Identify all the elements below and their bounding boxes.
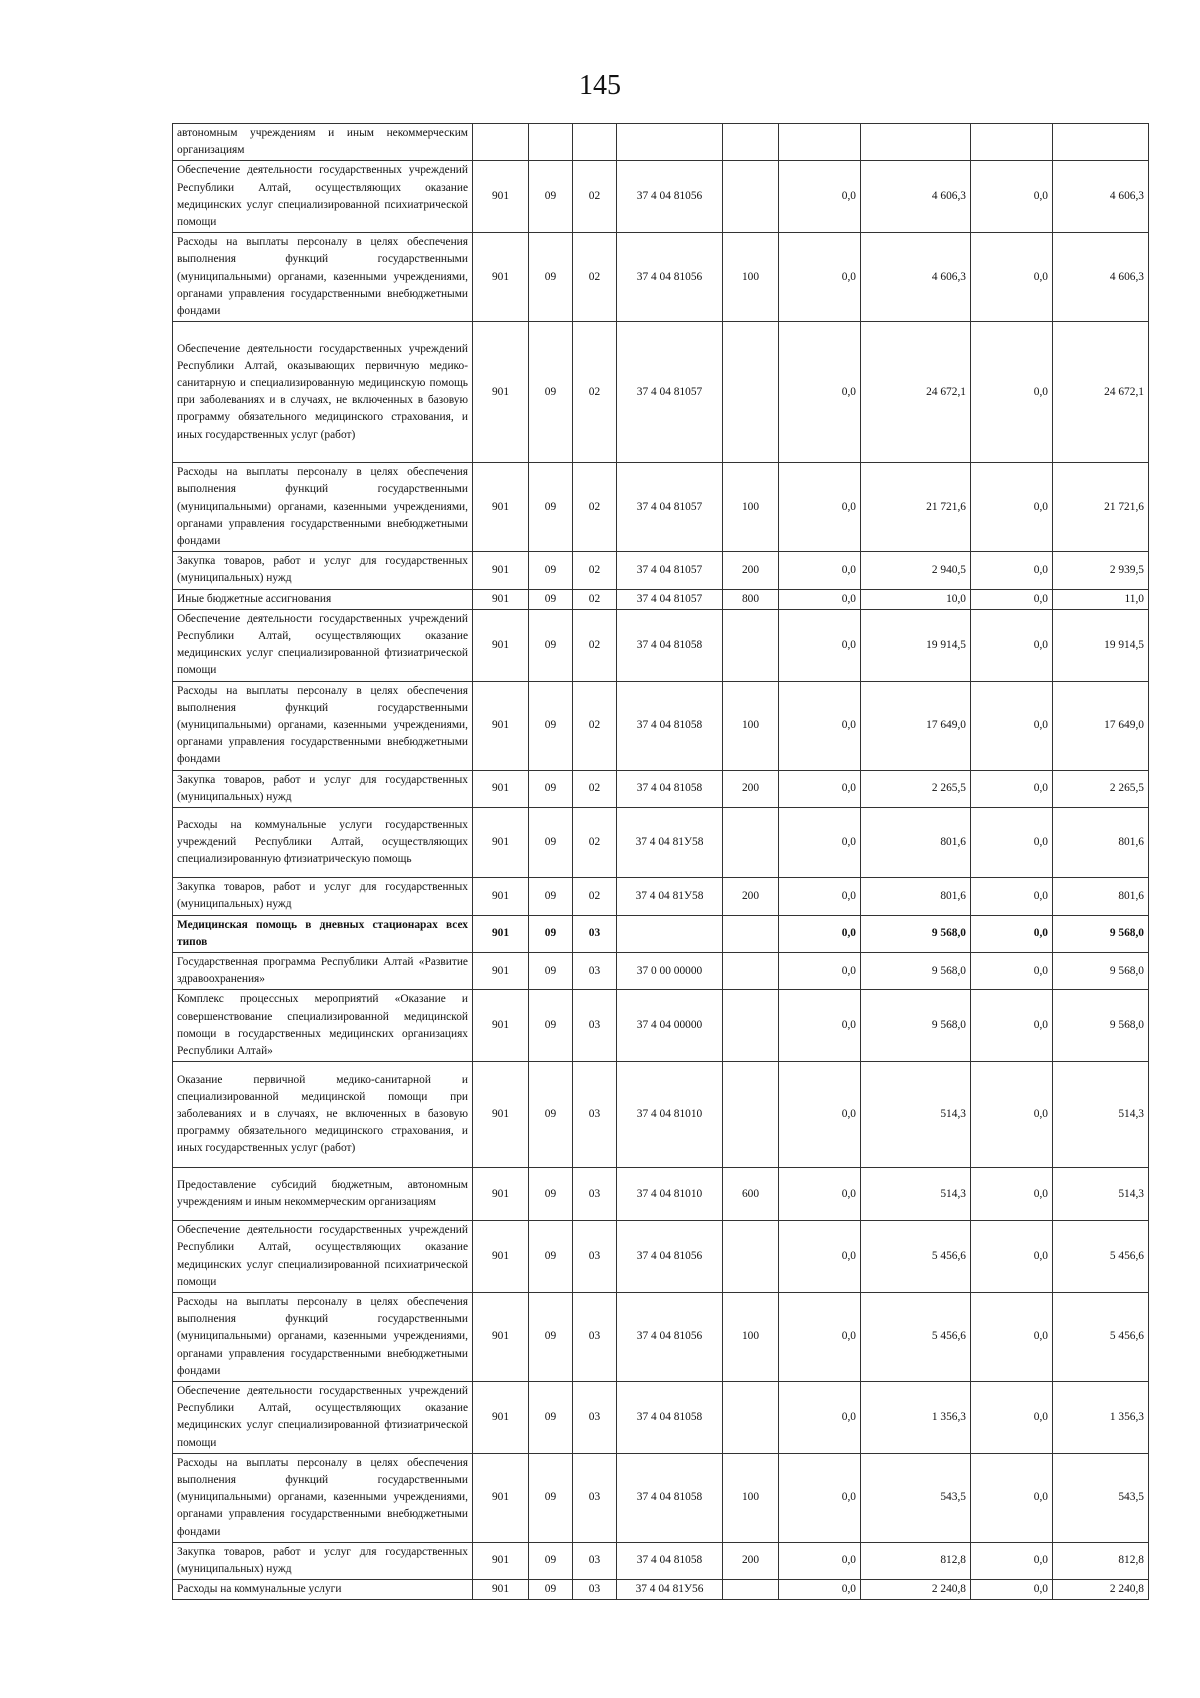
page-number: 145 bbox=[579, 70, 621, 101]
cell-name: Обеспечение деятельности государственных учреждений Республики Алтай, осуществляющих оказание медицинских услуг специализированной фтизиатрической помощи bbox=[173, 609, 473, 681]
cell-subsection: 02 bbox=[573, 770, 617, 807]
cell-expense-type bbox=[723, 609, 779, 681]
cell-target-article: 37 4 04 81058 bbox=[617, 1381, 723, 1453]
cell-value-3: 0,0 bbox=[971, 322, 1053, 463]
cell-section: 09 bbox=[529, 952, 573, 989]
cell-expense-type bbox=[723, 915, 779, 952]
table-row bbox=[173, 124, 1149, 161]
cell-admin-code: 901 bbox=[473, 1062, 529, 1168]
cell-value-3: 0,0 bbox=[971, 161, 1053, 233]
cell-value-4: 24 672,1 bbox=[1053, 322, 1149, 463]
cell-name: Оказание первичной медико-санитарной и специализированной медицинской помощи при заболеваниях и в случаях, не включенных в базовую программу обязательного медицинского страхования, и иных государственных услуг (работ) bbox=[173, 1062, 473, 1168]
cell-section: 09 bbox=[529, 1542, 573, 1579]
cell-expense-type: 100 bbox=[723, 1453, 779, 1542]
cell-target-article bbox=[617, 915, 723, 952]
cell-value-1: 0,0 bbox=[779, 770, 861, 807]
cell-target-article: 37 4 04 81058 bbox=[617, 1542, 723, 1579]
cell-subsection: 02 bbox=[573, 808, 617, 878]
cell-value-3: 0,0 bbox=[971, 681, 1053, 770]
cell-name: Закупка товаров, работ и услуг для государственных (муниципальных) нужд bbox=[173, 1542, 473, 1579]
cell-value-4: 11,0 bbox=[1053, 589, 1149, 609]
table-row bbox=[173, 1062, 1149, 1168]
cell-value-4: 5 456,6 bbox=[1053, 1221, 1149, 1293]
cell-value-1: 0,0 bbox=[779, 681, 861, 770]
cell-target-article: 37 4 04 81056 bbox=[617, 233, 723, 322]
cell-value-3: 0,0 bbox=[971, 1453, 1053, 1542]
cell-section: 09 bbox=[529, 1221, 573, 1293]
cell-value-3: 0,0 bbox=[971, 1292, 1053, 1381]
cell-admin-code: 901 bbox=[473, 1381, 529, 1453]
budget-table bbox=[172, 123, 1149, 1600]
cell-section: 09 bbox=[529, 322, 573, 463]
cell-value-2: 812,8 bbox=[861, 1542, 971, 1579]
cell-admin-code: 901 bbox=[473, 1221, 529, 1293]
cell-expense-type bbox=[723, 808, 779, 878]
cell-value-3: 0,0 bbox=[971, 1381, 1053, 1453]
cell-value-1: 0,0 bbox=[779, 1580, 861, 1600]
cell-admin-code: 901 bbox=[473, 161, 529, 233]
cell-subsection bbox=[573, 124, 617, 161]
cell-subsection: 03 bbox=[573, 915, 617, 952]
cell-target-article: 37 4 04 81057 bbox=[617, 463, 723, 552]
cell-expense-type: 600 bbox=[723, 1168, 779, 1221]
cell-subsection: 02 bbox=[573, 878, 617, 915]
table-row bbox=[173, 1221, 1149, 1293]
cell-value-4: 19 914,5 bbox=[1053, 609, 1149, 681]
cell-name: Закупка товаров, работ и услуг для государственных (муниципальных) нужд bbox=[173, 878, 473, 915]
cell-section: 09 bbox=[529, 1292, 573, 1381]
cell-value-4: 4 606,3 bbox=[1053, 161, 1149, 233]
cell-value-4: 801,6 bbox=[1053, 878, 1149, 915]
cell-admin-code bbox=[473, 124, 529, 161]
cell-target-article: 37 4 04 81У58 bbox=[617, 878, 723, 915]
cell-value-1 bbox=[779, 124, 861, 161]
cell-expense-type bbox=[723, 1221, 779, 1293]
cell-subsection: 02 bbox=[573, 681, 617, 770]
cell-value-4: 2 265,5 bbox=[1053, 770, 1149, 807]
cell-subsection: 03 bbox=[573, 1221, 617, 1293]
cell-expense-type bbox=[723, 1580, 779, 1600]
cell-admin-code: 901 bbox=[473, 1292, 529, 1381]
cell-name: Расходы на выплаты персоналу в целях обеспечения выполнения функций государственными (муниципальными) органами, казенными учреждениями, органами управления государственными внебюджетными фондами bbox=[173, 233, 473, 322]
cell-subsection: 03 bbox=[573, 1292, 617, 1381]
cell-value-4 bbox=[1053, 124, 1149, 161]
table-row bbox=[173, 878, 1149, 915]
cell-value-4: 1 356,3 bbox=[1053, 1381, 1149, 1453]
cell-admin-code: 901 bbox=[473, 952, 529, 989]
cell-value-1: 0,0 bbox=[779, 552, 861, 589]
cell-value-2: 2 265,5 bbox=[861, 770, 971, 807]
cell-subsection: 03 bbox=[573, 1580, 617, 1600]
cell-admin-code: 901 bbox=[473, 1580, 529, 1600]
cell-value-3: 0,0 bbox=[971, 1221, 1053, 1293]
cell-admin-code: 901 bbox=[473, 463, 529, 552]
cell-value-1: 0,0 bbox=[779, 990, 861, 1062]
table-row bbox=[173, 770, 1149, 807]
cell-name: Закупка товаров, работ и услуг для государственных (муниципальных) нужд bbox=[173, 770, 473, 807]
cell-value-2: 514,3 bbox=[861, 1062, 971, 1168]
cell-value-2: 21 721,6 bbox=[861, 463, 971, 552]
cell-value-2: 543,5 bbox=[861, 1453, 971, 1542]
cell-value-4: 5 456,6 bbox=[1053, 1292, 1149, 1381]
cell-value-2: 2 940,5 bbox=[861, 552, 971, 589]
cell-admin-code: 901 bbox=[473, 1453, 529, 1542]
cell-value-3: 0,0 bbox=[971, 1542, 1053, 1579]
cell-section: 09 bbox=[529, 808, 573, 878]
cell-value-1: 0,0 bbox=[779, 1168, 861, 1221]
cell-expense-type: 100 bbox=[723, 233, 779, 322]
cell-target-article: 37 4 04 81056 bbox=[617, 161, 723, 233]
cell-value-4: 801,6 bbox=[1053, 808, 1149, 878]
cell-section: 09 bbox=[529, 770, 573, 807]
cell-expense-type bbox=[723, 1381, 779, 1453]
table-row bbox=[173, 233, 1149, 322]
cell-name: Комплекс процессных мероприятий «Оказание и совершенствование специализированной медицинской помощи в государственных медицинских организациях Республики Алтай» bbox=[173, 990, 473, 1062]
cell-name: Расходы на выплаты персоналу в целях обеспечения выполнения функций государственными (муниципальными) органами, казенными учреждениями, органами управления государственными внебюджетными фондами bbox=[173, 1292, 473, 1381]
cell-target-article: 37 4 04 81058 bbox=[617, 1453, 723, 1542]
cell-admin-code: 901 bbox=[473, 878, 529, 915]
cell-value-2: 9 568,0 bbox=[861, 915, 971, 952]
cell-expense-type: 200 bbox=[723, 552, 779, 589]
table-row bbox=[173, 952, 1149, 989]
cell-target-article: 37 4 04 81010 bbox=[617, 1062, 723, 1168]
cell-value-3: 0,0 bbox=[971, 463, 1053, 552]
cell-value-2: 2 240,8 bbox=[861, 1580, 971, 1600]
cell-target-article: 37 4 04 81056 bbox=[617, 1221, 723, 1293]
cell-admin-code: 901 bbox=[473, 1542, 529, 1579]
table-row bbox=[173, 609, 1149, 681]
cell-target-article: 37 4 04 81У56 bbox=[617, 1580, 723, 1600]
cell-expense-type: 100 bbox=[723, 681, 779, 770]
cell-subsection: 03 bbox=[573, 952, 617, 989]
table-row bbox=[173, 161, 1149, 233]
cell-value-3: 0,0 bbox=[971, 233, 1053, 322]
cell-admin-code: 901 bbox=[473, 770, 529, 807]
cell-value-1: 0,0 bbox=[779, 1292, 861, 1381]
cell-name: Обеспечение деятельности государственных учреждений Республики Алтай, осуществляющих оказание медицинских услуг специализированной психиатрической помощи bbox=[173, 1221, 473, 1293]
cell-expense-type bbox=[723, 990, 779, 1062]
cell-section: 09 bbox=[529, 990, 573, 1062]
cell-value-1: 0,0 bbox=[779, 161, 861, 233]
cell-value-3: 0,0 bbox=[971, 952, 1053, 989]
cell-section: 09 bbox=[529, 681, 573, 770]
cell-admin-code: 901 bbox=[473, 915, 529, 952]
cell-target-article: 37 4 04 81057 bbox=[617, 589, 723, 609]
cell-subsection: 03 bbox=[573, 1542, 617, 1579]
cell-subsection: 03 bbox=[573, 990, 617, 1062]
cell-expense-type bbox=[723, 161, 779, 233]
cell-value-3: 0,0 bbox=[971, 1580, 1053, 1600]
cell-value-2: 514,3 bbox=[861, 1168, 971, 1221]
cell-target-article: 37 4 04 81058 bbox=[617, 609, 723, 681]
cell-value-4: 17 649,0 bbox=[1053, 681, 1149, 770]
cell-name: Предоставление субсидий бюджетным, автономным учреждениям и иным некоммерческим организациям bbox=[173, 1168, 473, 1221]
cell-target-article: 37 4 04 00000 bbox=[617, 990, 723, 1062]
cell-value-2: 17 649,0 bbox=[861, 681, 971, 770]
cell-subsection: 03 bbox=[573, 1168, 617, 1221]
cell-value-2: 24 672,1 bbox=[861, 322, 971, 463]
cell-name: Медицинская помощь в дневных стационарах всех типов bbox=[173, 915, 473, 952]
cell-admin-code: 901 bbox=[473, 552, 529, 589]
cell-section: 09 bbox=[529, 552, 573, 589]
table-row bbox=[173, 589, 1149, 609]
cell-value-4: 9 568,0 bbox=[1053, 990, 1149, 1062]
cell-value-3: 0,0 bbox=[971, 1062, 1053, 1168]
cell-name: Закупка товаров, работ и услуг для государственных (муниципальных) нужд bbox=[173, 552, 473, 589]
cell-subsection: 02 bbox=[573, 322, 617, 463]
cell-value-2 bbox=[861, 124, 971, 161]
cell-value-2: 19 914,5 bbox=[861, 609, 971, 681]
cell-section: 09 bbox=[529, 463, 573, 552]
table-row bbox=[173, 463, 1149, 552]
cell-value-1: 0,0 bbox=[779, 1062, 861, 1168]
cell-expense-type: 800 bbox=[723, 589, 779, 609]
cell-value-4: 514,3 bbox=[1053, 1062, 1149, 1168]
cell-name: Расходы на выплаты персоналу в целях обеспечения выполнения функций государственными (муниципальными) органами, казенными учреждениями, органами управления государственными внебюджетными фондами bbox=[173, 681, 473, 770]
cell-value-1: 0,0 bbox=[779, 233, 861, 322]
cell-subsection: 03 bbox=[573, 1062, 617, 1168]
cell-value-2: 5 456,6 bbox=[861, 1221, 971, 1293]
cell-admin-code: 901 bbox=[473, 589, 529, 609]
cell-admin-code: 901 bbox=[473, 609, 529, 681]
cell-expense-type: 100 bbox=[723, 1292, 779, 1381]
cell-admin-code: 901 bbox=[473, 1168, 529, 1221]
cell-value-3: 0,0 bbox=[971, 990, 1053, 1062]
cell-value-3: 0,0 bbox=[971, 808, 1053, 878]
cell-section: 09 bbox=[529, 915, 573, 952]
table-row bbox=[173, 990, 1149, 1062]
cell-value-1: 0,0 bbox=[779, 1381, 861, 1453]
cell-value-2: 4 606,3 bbox=[861, 161, 971, 233]
cell-name: Обеспечение деятельности государственных учреждений Республики Алтай, оказывающих первичную медико-санитарную и специализированную медицинскую помощь при заболеваниях и в случаях, не включенных в базовую программу обязательного медицинского страхования, и иных государственных услуг (работ) bbox=[173, 322, 473, 463]
cell-value-2: 4 606,3 bbox=[861, 233, 971, 322]
cell-value-3: 0,0 bbox=[971, 770, 1053, 807]
cell-expense-type bbox=[723, 1062, 779, 1168]
table-row bbox=[173, 1168, 1149, 1221]
cell-value-1: 0,0 bbox=[779, 609, 861, 681]
cell-expense-type bbox=[723, 322, 779, 463]
cell-value-2: 1 356,3 bbox=[861, 1381, 971, 1453]
cell-subsection: 02 bbox=[573, 463, 617, 552]
cell-section: 09 bbox=[529, 233, 573, 322]
cell-section: 09 bbox=[529, 609, 573, 681]
cell-value-3: 0,0 bbox=[971, 609, 1053, 681]
cell-value-1: 0,0 bbox=[779, 878, 861, 915]
cell-value-1: 0,0 bbox=[779, 952, 861, 989]
cell-expense-type bbox=[723, 124, 779, 161]
cell-admin-code: 901 bbox=[473, 808, 529, 878]
cell-admin-code: 901 bbox=[473, 322, 529, 463]
cell-value-3: 0,0 bbox=[971, 589, 1053, 609]
cell-admin-code: 901 bbox=[473, 233, 529, 322]
table-row bbox=[173, 808, 1149, 878]
cell-target-article: 37 4 04 81058 bbox=[617, 770, 723, 807]
cell-section: 09 bbox=[529, 1453, 573, 1542]
cell-value-4: 4 606,3 bbox=[1053, 233, 1149, 322]
cell-value-2: 9 568,0 bbox=[861, 990, 971, 1062]
cell-value-2: 801,6 bbox=[861, 878, 971, 915]
cell-target-article: 37 4 04 81У58 bbox=[617, 808, 723, 878]
cell-subsection: 02 bbox=[573, 161, 617, 233]
cell-name: Государственная программа Республики Алтай «Развитие здравоохранения» bbox=[173, 952, 473, 989]
cell-subsection: 02 bbox=[573, 589, 617, 609]
cell-value-1: 0,0 bbox=[779, 589, 861, 609]
table-row bbox=[173, 322, 1149, 463]
cell-name: Обеспечение деятельности государственных учреждений Республики Алтай, осуществляющих оказание медицинских услуг специализированной фтизиатрической помощи bbox=[173, 1381, 473, 1453]
table-row bbox=[173, 1580, 1149, 1600]
cell-value-1: 0,0 bbox=[779, 808, 861, 878]
cell-target-article: 37 0 00 00000 bbox=[617, 952, 723, 989]
cell-subsection: 02 bbox=[573, 233, 617, 322]
cell-admin-code: 901 bbox=[473, 990, 529, 1062]
cell-subsection: 02 bbox=[573, 609, 617, 681]
cell-section: 09 bbox=[529, 1168, 573, 1221]
cell-admin-code: 901 bbox=[473, 681, 529, 770]
cell-name: Обеспечение деятельности государственных учреждений Республики Алтай, осуществляющих оказание медицинских услуг специализированной психиатрической помощи bbox=[173, 161, 473, 233]
cell-value-4: 9 568,0 bbox=[1053, 952, 1149, 989]
cell-value-2: 5 456,6 bbox=[861, 1292, 971, 1381]
cell-value-4: 21 721,6 bbox=[1053, 463, 1149, 552]
cell-section: 09 bbox=[529, 1580, 573, 1600]
cell-target-article: 37 4 04 81057 bbox=[617, 552, 723, 589]
cell-subsection: 02 bbox=[573, 552, 617, 589]
table-row bbox=[173, 1453, 1149, 1542]
cell-section bbox=[529, 124, 573, 161]
cell-name: автономным учреждениям и иным некоммерческим организациям bbox=[173, 124, 473, 161]
cell-target-article: 37 4 04 81058 bbox=[617, 681, 723, 770]
table-row bbox=[173, 915, 1149, 952]
cell-value-2: 9 568,0 bbox=[861, 952, 971, 989]
table-row bbox=[173, 1381, 1149, 1453]
cell-value-3 bbox=[971, 124, 1053, 161]
cell-section: 09 bbox=[529, 589, 573, 609]
table-row bbox=[173, 681, 1149, 770]
cell-subsection: 03 bbox=[573, 1453, 617, 1542]
cell-expense-type: 200 bbox=[723, 1542, 779, 1579]
cell-value-4: 2 939,5 bbox=[1053, 552, 1149, 589]
cell-value-1: 0,0 bbox=[779, 322, 861, 463]
cell-expense-type bbox=[723, 952, 779, 989]
cell-value-2: 10,0 bbox=[861, 589, 971, 609]
cell-name: Иные бюджетные ассигнования bbox=[173, 589, 473, 609]
cell-name: Расходы на выплаты персоналу в целях обеспечения выполнения функций государственными (муниципальными) органами, казенными учреждениями, органами управления государственными внебюджетными фондами bbox=[173, 463, 473, 552]
cell-value-4: 812,8 bbox=[1053, 1542, 1149, 1579]
cell-value-3: 0,0 bbox=[971, 878, 1053, 915]
cell-section: 09 bbox=[529, 1381, 573, 1453]
cell-target-article bbox=[617, 124, 723, 161]
cell-value-2: 801,6 bbox=[861, 808, 971, 878]
cell-value-4: 2 240,8 bbox=[1053, 1580, 1149, 1600]
cell-section: 09 bbox=[529, 161, 573, 233]
table-row bbox=[173, 552, 1149, 589]
cell-name: Расходы на выплаты персоналу в целях обеспечения выполнения функций государственными (муниципальными) органами, казенными учреждениями, органами управления государственными внебюджетными фондами bbox=[173, 1453, 473, 1542]
table-row bbox=[173, 1292, 1149, 1381]
cell-value-1: 0,0 bbox=[779, 1221, 861, 1293]
cell-expense-type: 200 bbox=[723, 878, 779, 915]
cell-expense-type: 100 bbox=[723, 463, 779, 552]
cell-value-1: 0,0 bbox=[779, 915, 861, 952]
cell-name: Расходы на коммунальные услуги bbox=[173, 1580, 473, 1600]
cell-target-article: 37 4 04 81057 bbox=[617, 322, 723, 463]
cell-value-4: 543,5 bbox=[1053, 1453, 1149, 1542]
cell-value-1: 0,0 bbox=[779, 1453, 861, 1542]
cell-value-4: 9 568,0 bbox=[1053, 915, 1149, 952]
table-body bbox=[173, 124, 1149, 1600]
cell-value-3: 0,0 bbox=[971, 1168, 1053, 1221]
table-row bbox=[173, 1542, 1149, 1579]
cell-subsection: 03 bbox=[573, 1381, 617, 1453]
cell-value-1: 0,0 bbox=[779, 463, 861, 552]
cell-target-article: 37 4 04 81056 bbox=[617, 1292, 723, 1381]
cell-value-3: 0,0 bbox=[971, 915, 1053, 952]
cell-expense-type: 200 bbox=[723, 770, 779, 807]
cell-target-article: 37 4 04 81010 bbox=[617, 1168, 723, 1221]
cell-section: 09 bbox=[529, 878, 573, 915]
cell-value-3: 0,0 bbox=[971, 552, 1053, 589]
cell-value-1: 0,0 bbox=[779, 1542, 861, 1579]
cell-value-4: 514,3 bbox=[1053, 1168, 1149, 1221]
cell-section: 09 bbox=[529, 1062, 573, 1168]
cell-name: Расходы на коммунальные услуги государственных учреждений Республики Алтай, осуществляющих специализированную фтизиатрическую помощь bbox=[173, 808, 473, 878]
